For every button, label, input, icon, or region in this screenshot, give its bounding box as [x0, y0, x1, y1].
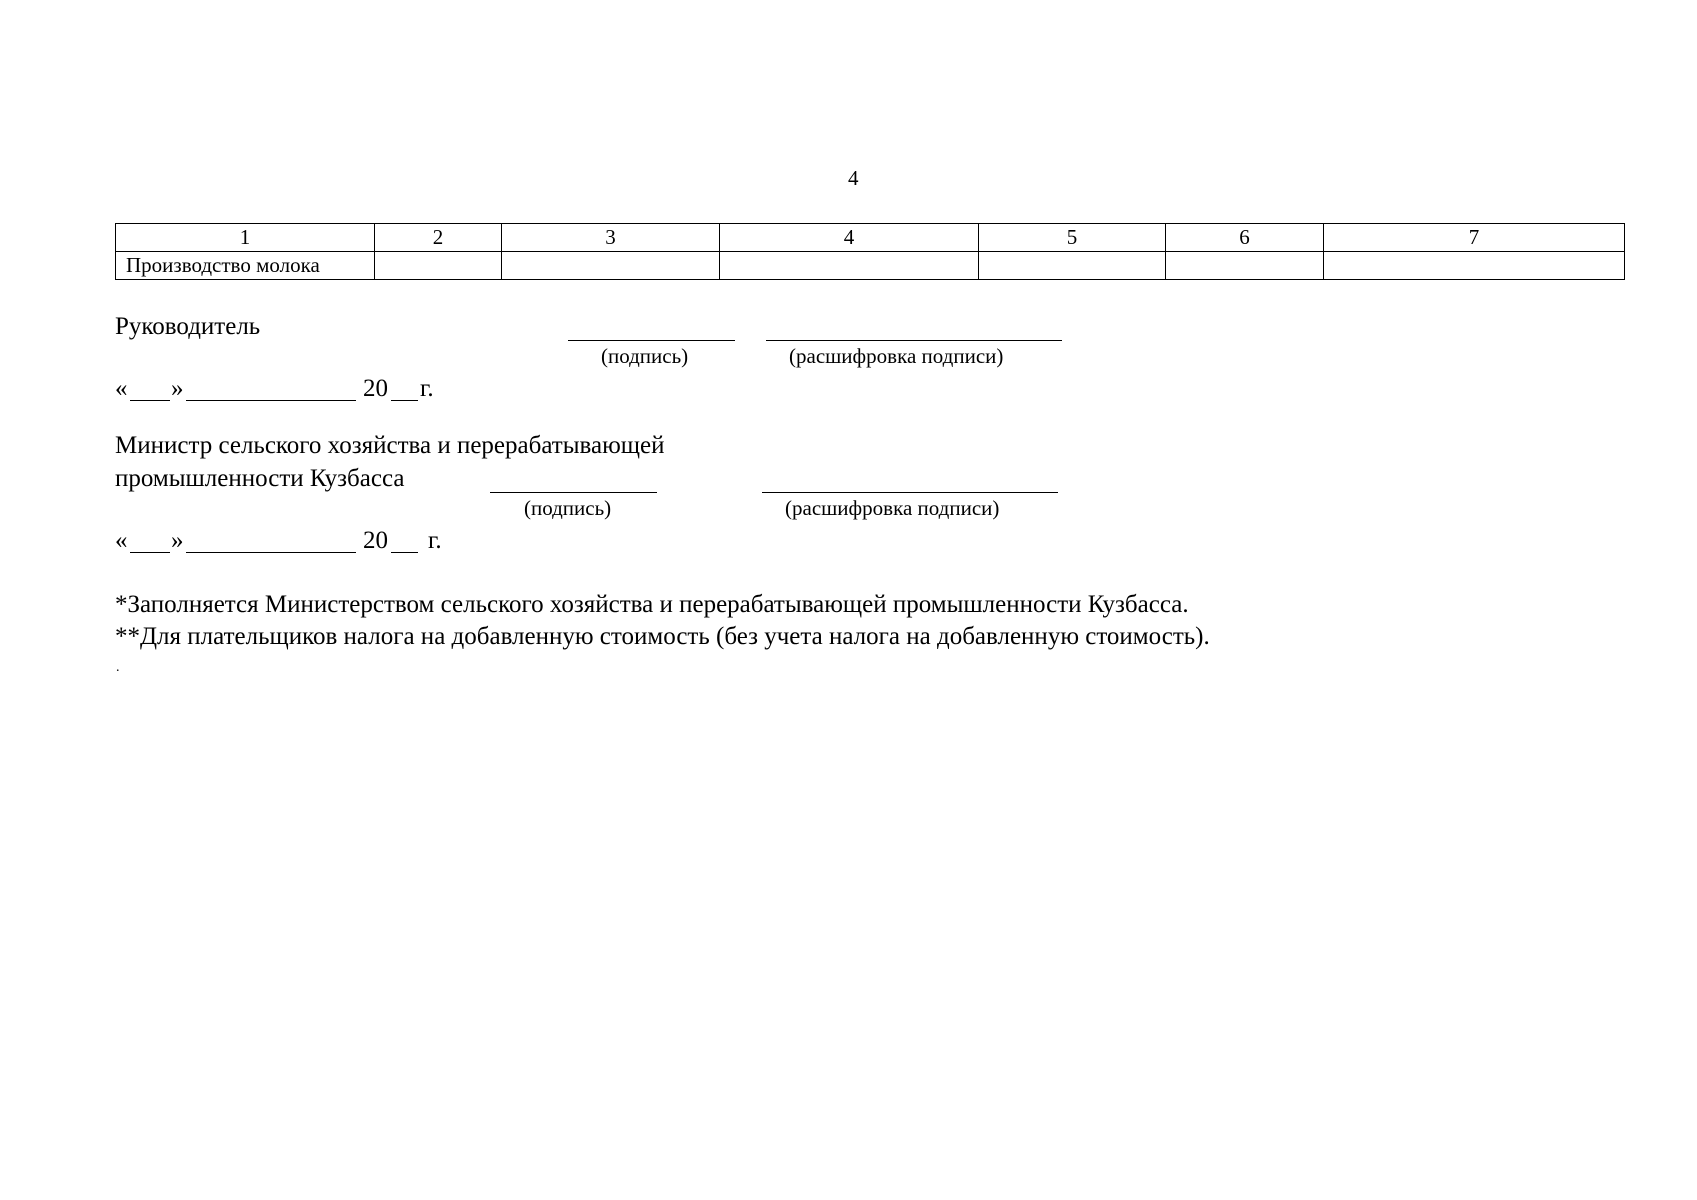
column-header: 6 — [1166, 224, 1324, 252]
table-cell — [979, 252, 1166, 280]
head-date-close-quote: » — [171, 375, 184, 402]
head-date-open-quote: « — [115, 375, 128, 402]
column-header: 7 — [1324, 224, 1625, 252]
column-header: 4 — [720, 224, 979, 252]
minister-day-line — [130, 552, 170, 553]
table-cell — [1324, 252, 1625, 280]
column-header: 1 — [116, 224, 375, 252]
minister-month-line — [186, 552, 356, 553]
minister-year-line — [391, 552, 418, 553]
minister-title-line1: Министр сельского хозяйства и перерабатывающей — [115, 432, 665, 459]
minister-decoding-line — [762, 492, 1058, 493]
footnote-2: **Для плательщиков налога на добавленную стоимость (без учета налога на добавленную стоимость). — [115, 623, 1210, 650]
table-cell — [502, 252, 720, 280]
minister-decoding-caption: (расшифровка подписи) — [785, 496, 1000, 520]
minister-year-prefix: 20 — [363, 527, 388, 554]
minister-date-open-quote: « — [115, 527, 128, 554]
head-year-suffix: г. — [420, 375, 434, 402]
head-title: Руководитель — [115, 313, 261, 340]
head-signature-line — [568, 340, 735, 341]
head-year-prefix: 20 — [363, 375, 388, 402]
head-decoding-line — [766, 340, 1062, 341]
table-cell — [375, 252, 502, 280]
head-decoding-caption: (расшифровка подписи) — [789, 344, 1004, 368]
page-number: 4 — [848, 166, 859, 190]
column-header: 5 — [979, 224, 1166, 252]
head-year-line — [391, 400, 418, 401]
table-cell — [720, 252, 979, 280]
minister-title-line2: промышленности Кузбасса — [115, 465, 405, 492]
head-month-line — [186, 400, 356, 401]
minister-date-close-quote: » — [171, 527, 184, 554]
footnote-1: *Заполняется Министерством сельского хозяйства и перерабатывающей промышленности Кузбасса. — [115, 591, 1189, 618]
table-row — [116, 252, 1625, 280]
trailing-dot: . — [116, 660, 120, 675]
table-cell: Производство молока — [116, 252, 375, 280]
data-table — [115, 223, 1625, 280]
table-header-row — [116, 224, 1625, 252]
head-day-line — [130, 400, 170, 401]
column-header: 3 — [502, 224, 720, 252]
head-signature-caption: (подпись) — [601, 344, 689, 368]
column-header: 2 — [375, 224, 502, 252]
minister-signature-line — [490, 492, 657, 493]
table-cell — [1166, 252, 1324, 280]
minister-signature-caption: (подпись) — [524, 496, 612, 520]
minister-year-suffix: г. — [428, 527, 442, 554]
